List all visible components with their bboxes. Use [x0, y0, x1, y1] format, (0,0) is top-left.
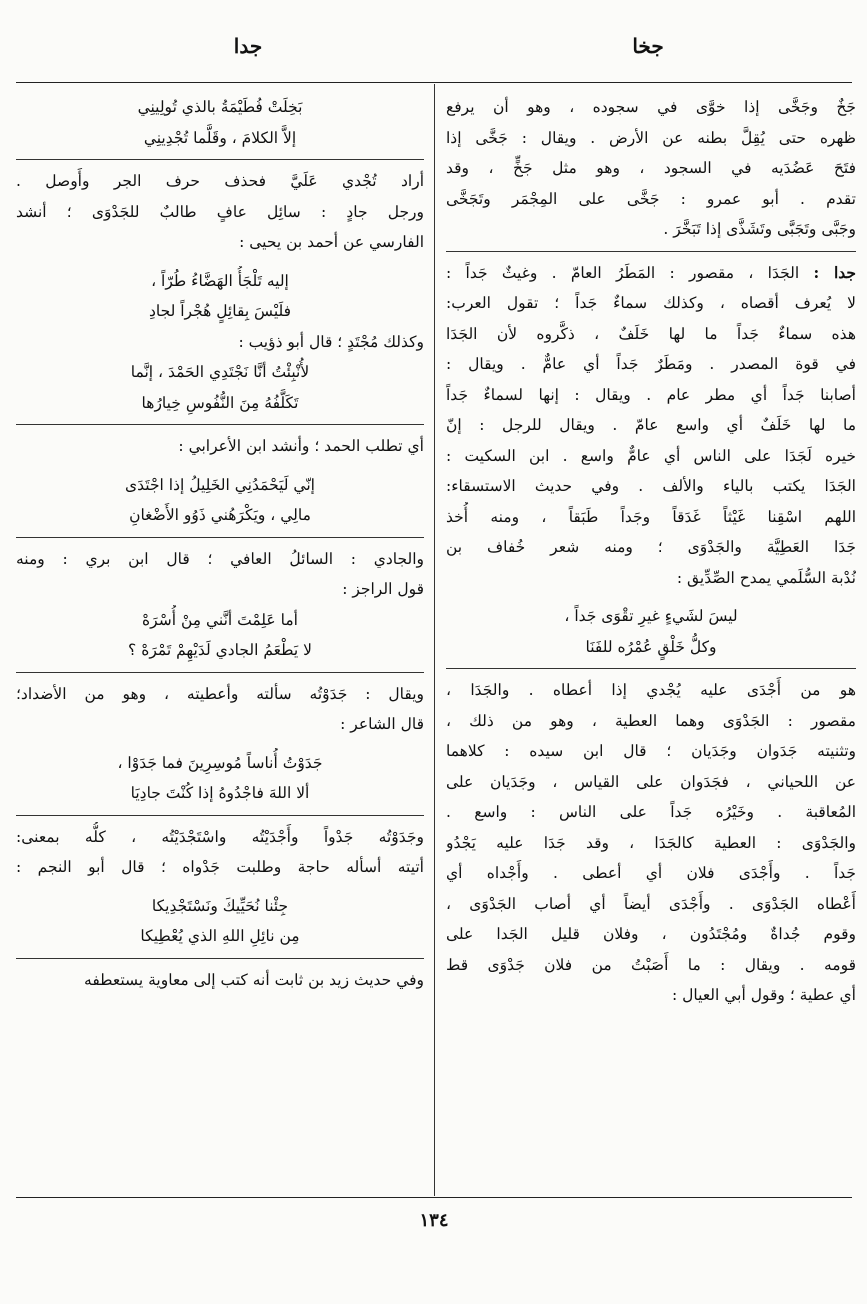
text-line: هذه سماءٌ جَداً ما لها خَلَفٌ ، ذكَّروه لأن الجَدَا [446, 324, 856, 343]
verse-line: لا يَطْعَمُ الجادي لَدَيْهِمْ تَمْرَهْ ؟ [128, 641, 312, 659]
text-line: أراد تُجْدي عَلَيَّ فحذف حرف الجر وأَوصل . [16, 172, 424, 190]
text-line: عن اللحياني ، فجَدَوان على القياس ، وجَدَيان على [446, 772, 856, 791]
verse-line: فلَيْسَ بِقائِلٍ هُجْراً لجادِ [148, 302, 292, 320]
block-separator [16, 537, 424, 538]
verse-line: بَخِلَتْ فُطَيْمَةُ بالذي تُولِينِي [137, 98, 303, 116]
left-column [16, 92, 424, 1192]
text-line: جَخٌ وجَخَّى إذا خوَّى في سجوده ، وهو أن يرفع [446, 98, 856, 116]
text-line: ما لها خَلَفٌ أي واسع عامّ . ويقال للرجل : إنّ [446, 416, 856, 434]
verse-line: مِن نائِلِ اللهِ الذي يُعْطِيكا [140, 927, 300, 945]
text-line: جَداً . وأَجْدَى فلان أي أعطى . وأَجْداه أي [446, 864, 856, 882]
verse-line: إلاَّ الكلامَ ، وقَلَّما تُجْدِينِي [143, 128, 297, 147]
text-line: المُعاقبة . وخَيْرُه جَداً على الناس : واسع . [446, 803, 856, 821]
text-line: اللهم اسْقِنا غَيْثاً غَدَقاً وجَداً طَبَقاً ، ومنه أُخذ [446, 507, 856, 526]
text-line: هو من أَجْدَى عليه يُجْدي إذا أعطاه . والجَدَا ، [446, 681, 856, 699]
verse-line: تَكَلَّفُهُ مِنَ النُّفُوسِ خِيارُها [141, 393, 299, 412]
verse-line: إليه تَلْجَأُ الهَضَّاءُ طُرّاً ، [151, 271, 289, 290]
text-line: تقدم . أبو عمرو : جَخَّى على المِجْمَر وتَجَخَّى [446, 189, 856, 208]
text-line: خيره لَجَدَا على الناس أي عامٌّ واسع . ابن السكيت : [446, 446, 856, 465]
spacer [16, 740, 424, 748]
spacer [16, 462, 424, 470]
verse-line: جِئْنا نُحَيِّيكَ ونَسْتَجْدِيكا [151, 896, 289, 915]
block-separator [16, 672, 424, 673]
spacer [446, 593, 856, 601]
text-line: أصابنا جَداً أي مطر عام . ويقال : إنها لسماءٌ جَداً [446, 385, 856, 404]
text-line: الفارسي عن أحمد بن يحيى : [239, 233, 424, 251]
running-head-left: جدا [233, 34, 263, 58]
text-line: في قوة المصدر . ومَطَرٌ جَداً أي عامٌّ . ويقال : [446, 355, 856, 373]
entry-headword: جدا : [813, 262, 856, 282]
text-line: وكذلك مُجْتَدٍ ؛ قال أبو ذؤيب : [238, 332, 424, 351]
column-divider [434, 84, 435, 1196]
right-column [446, 92, 856, 1192]
verse-line: وكلُّ خَلْقٍ عُمْرُه للفَنَا [585, 637, 717, 656]
text-line: أَعْطاه الجَدْوَى . وأَجْدَى أيضاً أي أصاب الجَدْوَى ، [446, 894, 856, 913]
text-line: قول الراجز : [342, 580, 424, 598]
entry-separator [446, 251, 856, 252]
verse-line: جَدَوْتُ أُناساً مُوسِرِينَ فما جَدَوْا ، [117, 753, 323, 772]
text-line: وجَدَوْتُه جَدْواً وأَجْدَيْتُه واسْتَجْدَيْتُه ، كلُّه بمعنى: [16, 827, 424, 846]
text-line: جَدَا العَطِيَّة والجَدْوَى ؛ ومنه شعر خُفاف بن [446, 538, 856, 556]
text-line: ورجل جادٍ : سائِل عافٍ طالبٌ للجَدْوَى ؛ أنشد [16, 202, 424, 221]
text-line: وجَبَّى وتَجَبَّى وتَشَذَّى إذا تَبَخَّرَ . [663, 220, 856, 238]
verse-line: لأُنْبِئْتُ أنَّا نَجْتَدِي الحَمْدَ ، إنَّما [130, 363, 310, 381]
block-separator [446, 668, 856, 669]
text-line: وتثنيته جَدَوان وجَدَيان ؛ قال ابن سيده : كلاهما [446, 742, 856, 760]
verse-line: أما عَلِمْتَ أنَّني مِنْ أُسْرَهْ [142, 610, 298, 629]
text-line: والجادي : السائلُ العافي ؛ قال ابن بري : ومنه [16, 549, 424, 568]
block-separator [16, 815, 424, 816]
block-separator [16, 159, 424, 160]
text-line: نُدْبة السُّلَمي يمدح الصِّدِّيق : [676, 568, 856, 587]
text-line: فتَحَ عَضُدَيه في السجود ، وهو مثل جَخٍّ ، وقد [446, 159, 856, 177]
entry-text: الجَدَا ، مقصور : المَطَرُ العامّ . وغيثٌ جَداً : [446, 263, 800, 282]
verse-line: ليسَ لشَيءٍ غيرِ تقْوَى جَداً ، [564, 607, 738, 625]
entry-first-line [446, 258, 856, 289]
text-line: لا يُعرف أقصاه ، وكذلك سماءٌ جَداً ؛ تقول العرب: [446, 294, 856, 312]
page-number: ١٣٤ [419, 1210, 449, 1231]
header-rule [16, 82, 852, 83]
verse-line: مالِي ، ويَكْرَهُني ذَوُو الأَضْغانِ [129, 506, 311, 524]
block-separator [16, 424, 424, 425]
running-head-right: جخا [632, 34, 664, 58]
text-line: أي تطلب الحمد ؛ وأنشد ابن الأعرابي : [178, 437, 424, 455]
footer-rule [16, 1197, 852, 1198]
text-line: ويقال : جَدَوْتُه سألته وأعطيته ، وهو من الأضداد؛ [16, 684, 424, 703]
text-line: وفي حديث زيد بن ثابت أنه كتب إلى معاوية يستعطفه [84, 970, 424, 989]
spacer [16, 258, 424, 266]
verse-line: إنّي لَيَحْمَدُنِي الخَلِيلُ إذا اجْتَدَى [125, 475, 315, 494]
text-line: أتيته أسأله حاجة وطلبت جَدْواه ؛ قال أبو النجم : [16, 858, 424, 876]
text-line: الجَدَا يكتب بالياء والألف . وفي حديث الاستسقاء: [446, 477, 856, 495]
text-line: مقصور : الجَدْوَى وهما العطية ، وهو من ذلك ، [446, 711, 856, 730]
text-line: ظهره حتى يُقِلَّ بطنه عن الأرض . ويقال : جَخَّى إذا [446, 128, 856, 147]
block-separator [16, 958, 424, 959]
text-line: والجَدْوَى : العطية كالجَدَا ، وقد جَدَا عليه يَجْدُو [446, 833, 856, 852]
spacer [16, 883, 424, 891]
text-line: أي عطية ؛ وقول أبي العيال : [672, 986, 856, 1004]
text-line: قال الشاعر : [340, 715, 424, 733]
text-line: وقوم جُداةٌ ومُجْتَدُون ، وفلان قليل الجَدا على [446, 925, 856, 943]
verse-line: ألا اللهَ فاجْدُوهُ إذا كُنْتَ جادِيَا [130, 784, 310, 802]
text-line: قومه . ويقال : ما أَصَبْتُ من فلان جَدْوَى قط [446, 955, 856, 974]
